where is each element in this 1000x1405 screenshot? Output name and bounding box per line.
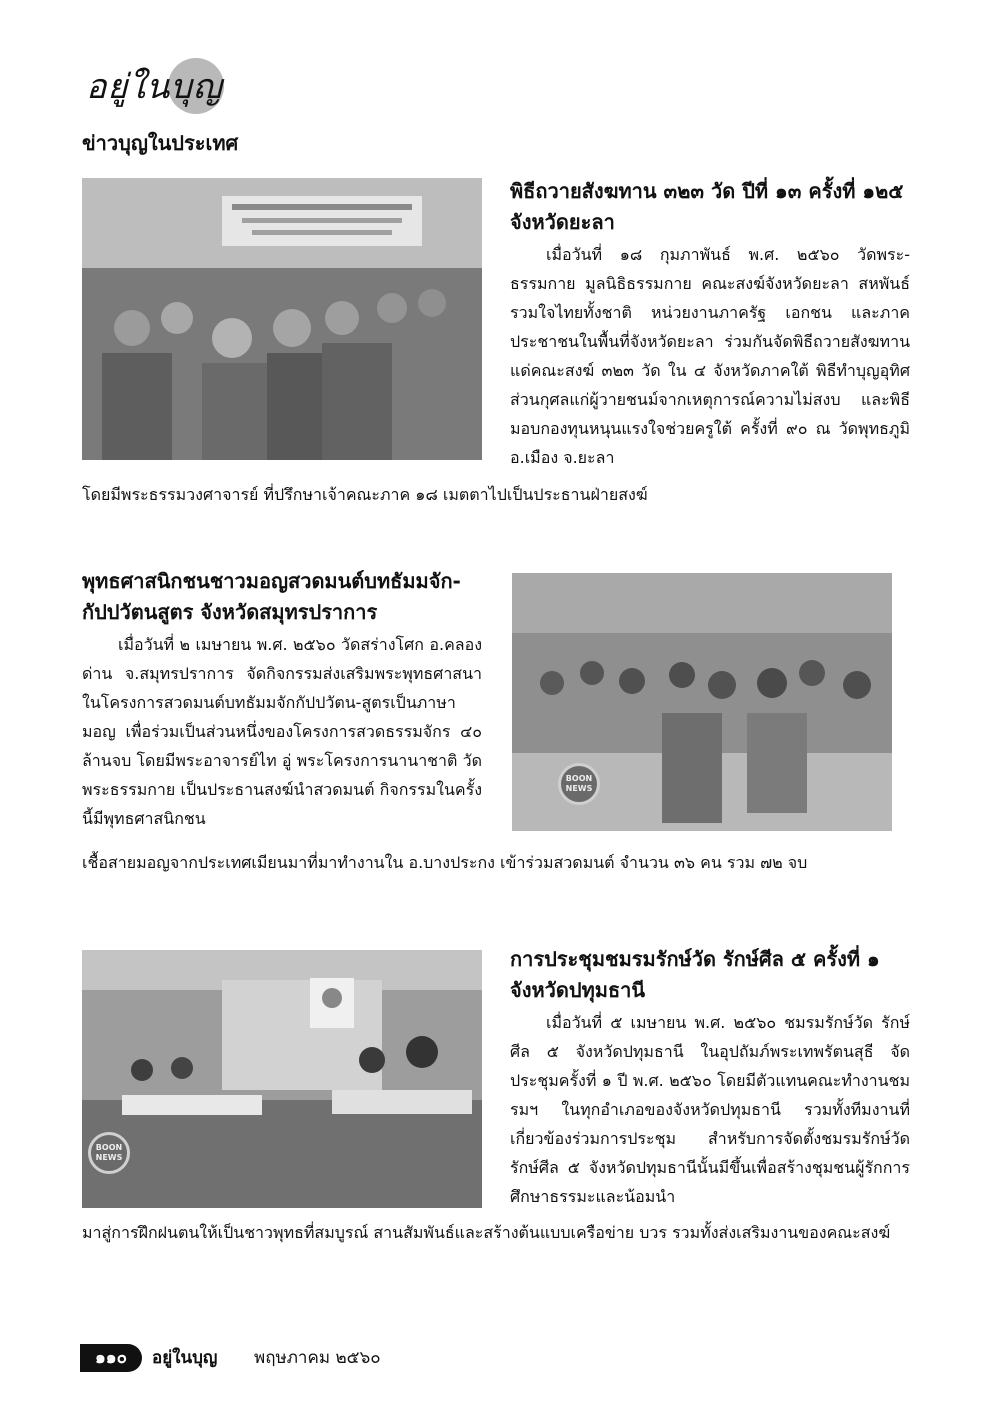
article-3-title-line1: การประชุมชมรมรักษ์วัด รักษ์ศีล ๕ ครั้งที่ ๑ <box>510 947 880 971</box>
article-1-body: เมื่อวันที่ ๑๘ กุมภาพันธ์ พ.ศ. ๒๕๖๐ วัดพระ-ธรรมกาย มูลนิธิธรรมกาย คณะสงฆ์จังหวัดยะลา สหพันธ์รวมใจไทยทั้งชาติ หน่วยงานภาครัฐ เอกชน และภาคประชาชนในพื้นที่จังหวัดยะลา ร่วมกันจัดพิธีถวายสังฆทานแด่คณะสงฆ์ ๓๒๓ วัด ใน ๔ จังหวัดภาคใต้ พิธีทำบุญอุทิศส่วนกุศลแก่ผู้วายชนม์จากเหตุการณ์ความไม่สงบ และพิธีมอบกองทุนหนุนแรงใจช่วยครูใต้ ครั้งที่ ๙๐ ณ วัดพุทธภูมิ อ.เมือง จ.ยะลา <box>510 245 910 467</box>
meeting-room-image <box>82 950 482 1208</box>
article-2-title-line1: พุทธศาสนิกชนชาวมอญสวดมนต์บทธัมมจัก- <box>82 569 461 593</box>
article-1-run-on: โดยมีพระธรรมวงศาจารย์ ที่ปรึกษาเจ้าคณะภาค ๑๘ เมตตาไปเป็นประธานฝ่ายสงฆ์ <box>82 485 648 504</box>
article-1-photo <box>82 178 482 460</box>
section-title: ข่าวบุญในประเทศ <box>82 131 239 155</box>
article-2-photo <box>512 573 892 831</box>
article-3-body: เมื่อวันที่ ๕ เมษายน พ.ศ. ๒๕๖๐ ชมรมรักษ์วัด รักษ์ศีล ๕ จังหวัดปทุมธานี ในอุปถัมภ์พระเทพรัตนสุธี จัดประชุมครั้งที่ ๑ ปี พ.ศ. ๒๕๖๐ โดยมีตัวแทนคณะทำงานชมรมฯ ในทุกอำเภอของจังหวัดปทุมธานี รวมทั้งทีมงานที่เกี่ยวข้องร่วมการประชุม สำหรับการจัดตั้งชมรมรักษ์วัด รักษ์ศีล ๕ จังหวัดปทุมธานีนั้นมีขึ้นเพื่อสร้างชุมชนผู้รักการศึกษาธรรมะและน้อมนำ <box>510 1013 910 1206</box>
monks-ceremony-image <box>82 178 482 460</box>
article-2-title-line2: กัปปวัตนสูตร จังหวัดสมุทรปราการ <box>82 600 378 624</box>
article-3-title-line2: จังหวัดปทุมธานี <box>510 978 646 1002</box>
boon-news-badge-icon: BOON NEWS <box>558 763 600 805</box>
article-2-run-on: เชื้อสายมอญจากประเทศเมียนมาที่มาทำงานใน อ.บางประกง เข้าร่วมสวดมนต์ จำนวน ๓๖ คน รวม ๗๒ จบ <box>82 853 808 872</box>
masthead-logo: อยู่ในบุญ <box>86 67 223 107</box>
article-1-title-line1: พิธีถวายสังฆทาน ๓๒๓ วัด ปีที่ ๑๓ ครั้งที่ ๑๒๕ <box>510 179 904 203</box>
footer-issue-date: พฤษภาคม ๒๕๖๐ <box>254 1348 381 1368</box>
boon-news-badge-icon: BOON NEWS <box>88 1132 130 1174</box>
article-3-run-on: มาสู่การฝึกฝนตนให้เป็นชาวพุทธที่สมบูรณ์ สานสัมพันธ์และสร้างต้นแบบเครือข่าย บวร รวมทั้งส่งเสริมงานของคณะสงฆ์ <box>82 1223 891 1242</box>
page-number: ๑๑๐ <box>80 1344 142 1372</box>
footer-magazine-name: อยู่ในบุญ <box>152 1348 218 1368</box>
article-2-body: เมื่อวันที่ ๒ เมษายน พ.ศ. ๒๕๖๐ วัดสร่างโศก อ.คลองด่าน จ.สมุทรปราการ จัดกิจกรรมส่งเสริมพระพุทธศาสนาในโครงการสวดมนต์บทธัมมจักกัปปวัตน-สูตรเป็นภาษามอญ เพื่อร่วมเป็นส่วนหนึ่งของโครงการสวดธรรมจักร ๔๐ ล้านจบ โดยมีพระอาจารย์ไท อู่ พระโครงการนานาชาติ วัดพระธรรมกาย เป็นประธานสงฆ์นำสวดมนต์ กิจกรรมในครั้งนี้มีพุทธศาสนิกชน <box>82 635 482 828</box>
article-3-photo <box>82 950 482 1208</box>
article-1-title-line2: จังหวัดยะลา <box>510 210 615 234</box>
